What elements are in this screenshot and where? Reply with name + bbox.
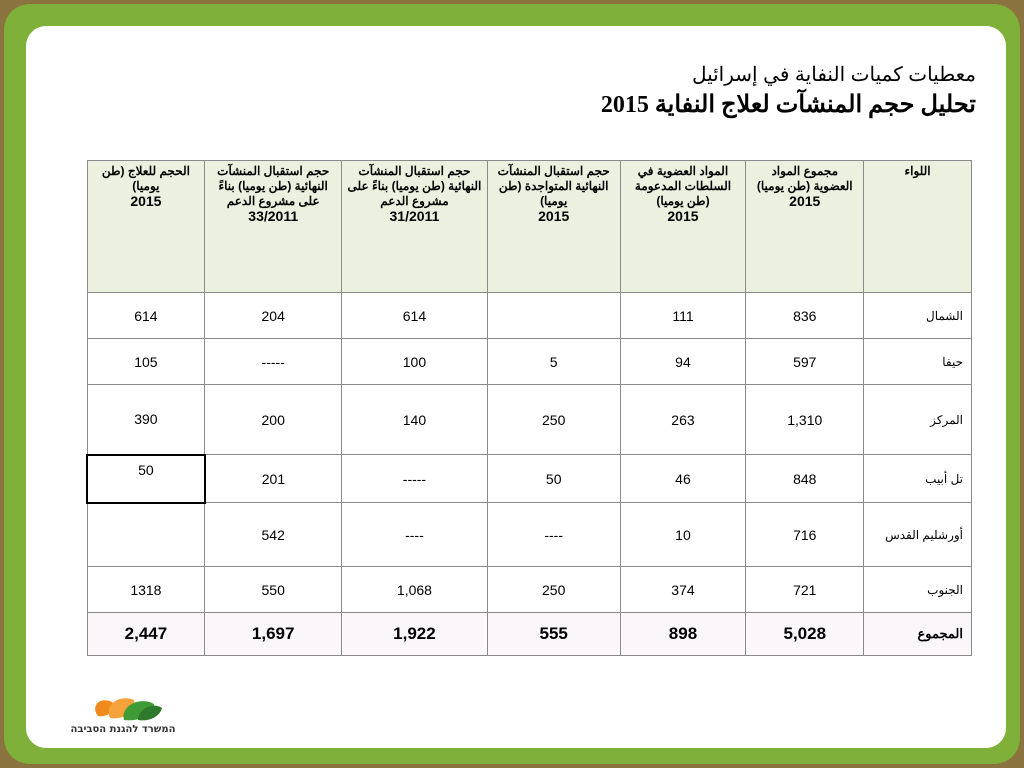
table-row [87, 455, 972, 503]
header-cell: المواد العضوية في السلطات المدعومة (طن يوميا) 2015 [620, 161, 746, 293]
total-cell: 5,028 [746, 613, 864, 656]
table-cell: 716 [746, 503, 864, 567]
header-cell: اللواء [864, 161, 972, 293]
region-cell: أورشليم القدس [864, 503, 972, 567]
table-cell: 550 [205, 567, 342, 613]
table-cell: 263 [620, 385, 746, 455]
total-cell: 2,447 [87, 613, 205, 656]
table-cell: 390 [87, 385, 205, 455]
table-cell: 848 [746, 455, 864, 503]
table-cell: 10 [620, 503, 746, 567]
table-cell: 111 [620, 293, 746, 339]
header-cell: حجم استقبال المنشآت النهائية (طن يوميا) بناءً على مشروع الدعم 33/2011 [205, 161, 342, 293]
table-cell: 200 [205, 385, 342, 455]
table-cell: 250 [487, 567, 620, 613]
ministry-logo [50, 694, 200, 742]
table-cell: 50 [87, 455, 205, 503]
region-cell: تل أبيب [864, 455, 972, 503]
table-cell: 542 [205, 503, 342, 567]
table-cell: 1,310 [746, 385, 864, 455]
table-cell: 836 [746, 293, 864, 339]
table-row [87, 385, 972, 455]
table-cell: 204 [205, 293, 342, 339]
table-cell: 1,068 [342, 567, 488, 613]
region-cell: الجنوب [864, 567, 972, 613]
table-cell: 614 [87, 293, 205, 339]
table-cell: 614 [342, 293, 488, 339]
table-cell: ---- [342, 503, 488, 567]
waste-data-table [86, 160, 972, 656]
total-cell: 1,922 [342, 613, 488, 656]
header-cell: حجم استقبال المنشآت النهائية (طن يوميا) بناءً على مشروع الدعم 31/2011 [342, 161, 488, 293]
header-cell: حجم استقبال المنشآت النهائية المتواجدة (طن يوميا) 2015 [487, 161, 620, 293]
title-block [601, 62, 976, 120]
region-cell: حيفا [864, 339, 972, 385]
total-cell: 898 [620, 613, 746, 656]
table-cell: 201 [205, 455, 342, 503]
slide [26, 26, 1006, 748]
table-cell: 597 [746, 339, 864, 385]
table-cell: 250 [487, 385, 620, 455]
total-cell: 555 [487, 613, 620, 656]
total-row [87, 613, 972, 656]
table-cell: 46 [620, 455, 746, 503]
region-cell: الشمال [864, 293, 972, 339]
table-cell [87, 503, 205, 567]
subtitle: معطيات كميات النفاية في إسرائيل [691, 64, 976, 86]
leaves-logo-icon [50, 694, 200, 724]
header-cell: مجموع المواد العضوية (طن يوميا) 2015 [746, 161, 864, 293]
table-cell: 50 [487, 455, 620, 503]
total-cell: 1,697 [205, 613, 342, 656]
page-title: تحليل حجم المنشآت لعلاج النفاية 2015 [600, 92, 976, 118]
total-label: المجموع [864, 613, 972, 656]
table-cell: 100 [342, 339, 488, 385]
header-cell: الحجم للعلاج (طن يوميا) 2015 [87, 161, 205, 293]
table-cell [487, 293, 620, 339]
table-cell: 5 [487, 339, 620, 385]
table-cell: ----- [342, 455, 488, 503]
table-cell: 1318 [87, 567, 205, 613]
table-cell: 140 [342, 385, 488, 455]
table-cell: 105 [87, 339, 205, 385]
table-row [87, 567, 972, 613]
table-row [87, 293, 972, 339]
slide-frame [4, 4, 1020, 764]
table-header-row [87, 161, 972, 293]
region-cell: المركز [864, 385, 972, 455]
table-cell: 94 [620, 339, 746, 385]
table-row [87, 339, 972, 385]
table-cell: ----- [205, 339, 342, 385]
logo-text: המשרד להגנת הסביבה [70, 724, 176, 735]
table-cell: 374 [620, 567, 746, 613]
table-cell: ---- [487, 503, 620, 567]
table-row [87, 503, 972, 567]
table-cell: 721 [746, 567, 864, 613]
